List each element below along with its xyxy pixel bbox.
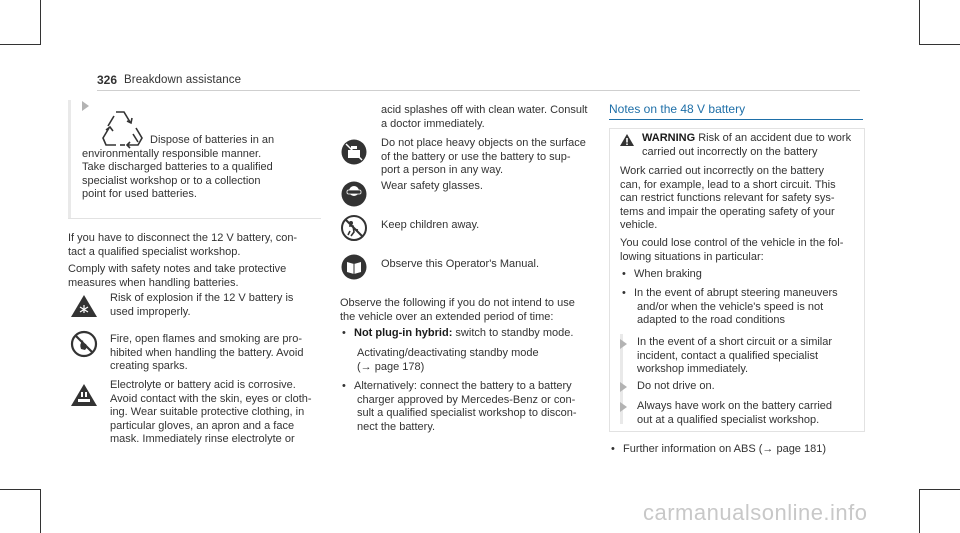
- step-do-not-drive: Do not drive on.: [637, 380, 715, 392]
- text-line: port a person in any way.: [381, 164, 504, 176]
- text-line: Electrolyte or battery acid is corrosive.: [110, 379, 296, 391]
- text-line: Avoid contact with the skin, eyes or cloth-: [110, 392, 312, 405]
- header-divider: [97, 90, 860, 91]
- text-line: Always have work on the battery carried: [637, 400, 833, 412]
- text-line: [622, 287, 858, 301]
- no-fire-icon: [70, 330, 98, 358]
- children-text: Keep children away.: [381, 219, 480, 231]
- text-line: can, for example, lead to a short circuit. This: [620, 178, 836, 191]
- bullet-dot: •: [342, 380, 346, 392]
- disconnect-paragraph: [68, 232, 323, 259]
- section-underline: [609, 119, 863, 120]
- crop-mark: [919, 489, 920, 533]
- text-line: workshop immediately.: [637, 363, 749, 375]
- page-number: 326: [97, 73, 118, 87]
- page-reference-link: Further information on ABS (→ page 181): [623, 443, 826, 455]
- dispose-line: Take discharged batteries to a qualified: [82, 161, 273, 173]
- page-reference-link: (→ page 178): [357, 360, 425, 373]
- text-line: In the event of a short circuit or a similar: [637, 336, 833, 348]
- acid-continued-text: [381, 104, 601, 131]
- text-span: Alternatively: connect the battery to a battery: [354, 380, 572, 392]
- text-line: Comply with safety notes and take protective: [68, 263, 287, 275]
- text-line: charger approved by Mercedes-Benz or con-: [357, 393, 576, 406]
- bullet-dot: •: [622, 287, 626, 299]
- comply-paragraph: [68, 263, 323, 290]
- text-line: Work carried out incorrectly on the battery: [620, 165, 824, 177]
- warning-text: Risk of an accident due to work: [695, 132, 852, 144]
- bullet-steering: [622, 287, 858, 328]
- plugin-label: Not plug-in hybrid:: [354, 327, 453, 339]
- activating-text: [357, 347, 602, 374]
- fire-text: [110, 333, 320, 374]
- text-line: Fire, open flames and smoking are pro-: [110, 333, 302, 345]
- crop-mark: [919, 0, 920, 45]
- bullet-braking: [622, 268, 858, 282]
- lose-control-text: [620, 237, 860, 264]
- operators-manual-icon: [340, 253, 368, 281]
- page-header-title: Breakdown assistance: [124, 74, 242, 86]
- text-line: If you have to disconnect the 12 V battery, con-: [68, 232, 298, 244]
- text-line: mask. Immediately rinse electrolyte or: [110, 433, 295, 445]
- warning-heading: [642, 132, 857, 159]
- text-line: of the battery or use the battery to sup-: [381, 150, 571, 163]
- dispose-line: point for used batteries.: [82, 188, 197, 200]
- glasses-text: Wear safety glasses.: [381, 180, 483, 192]
- text-line: incident, contact a qualified specialist: [637, 349, 818, 362]
- text-line: nect the battery.: [357, 420, 436, 433]
- text-line: tact a qualified specialist workshop.: [68, 245, 241, 258]
- section-title: Notes on the 48 V battery: [609, 102, 746, 116]
- bullet-dot: •: [611, 443, 615, 455]
- work-carried-text: [620, 165, 860, 233]
- text-line: vehicle.: [620, 219, 658, 231]
- crop-mark: [40, 489, 41, 533]
- instruction-arrow-icon: [620, 402, 627, 412]
- text-line: [342, 380, 604, 394]
- text-line: sult a qualified specialist workshop to discon-: [357, 407, 577, 419]
- text-line: Risk of explosion if the 12 V battery is: [110, 292, 294, 304]
- text-line: carried out incorrectly on the battery: [642, 145, 818, 158]
- observe-paragraph: [340, 297, 602, 324]
- plugin-bullet: [342, 327, 604, 341]
- warning-triangle-icon: [619, 133, 635, 147]
- watermark: carmanualsonline.info: [643, 500, 868, 525]
- crop-mark: [40, 0, 41, 45]
- no-heavy-objects-icon: [340, 138, 368, 166]
- instruction-arrow-icon: [82, 101, 89, 111]
- plugin-text: switch to standby mode.: [452, 327, 574, 339]
- text-line: lowing situations in particular:: [620, 250, 764, 263]
- text-line: [642, 132, 857, 146]
- dispose-line: specialist workshop or to a collection: [82, 174, 261, 187]
- text-line: particular gloves, an apron and a face: [110, 419, 295, 432]
- text-line: hibited when handling the battery. Avoid: [110, 346, 304, 359]
- text-line: the vehicle over an extended period of time:: [340, 310, 554, 323]
- bullet-dot: •: [342, 327, 346, 339]
- electrolyte-text: [110, 379, 322, 447]
- text-line: and/or when the vehicle's speed is not: [637, 300, 824, 313]
- alternatively-bullet: [342, 380, 604, 434]
- text-span: In the event of abrupt steering maneuvers: [634, 287, 838, 299]
- instruction-arrow-icon: [620, 339, 627, 349]
- text-line: ing. Wear suitable protective clothing, in: [110, 406, 305, 418]
- text-span: When braking: [634, 268, 702, 280]
- crop-mark: [0, 44, 40, 45]
- text-line: creating sparks.: [110, 360, 188, 372]
- instruction-arrow-icon: [620, 382, 627, 392]
- text-line: adapted to the road conditions: [637, 314, 786, 326]
- dispose-line: Dispose of batteries in an: [150, 134, 275, 146]
- dispose-line: environmentally responsible manner.: [82, 147, 262, 160]
- text-line: can restrict functions relevant for safety sys-: [620, 192, 835, 204]
- text-line: measures when handling batteries.: [68, 276, 239, 289]
- text-line: acid splashes off with clean water. Consult: [381, 104, 588, 116]
- warning-label: WARNING: [642, 132, 696, 144]
- explosion-text: [110, 292, 320, 319]
- corrosive-hazard-icon: [70, 382, 98, 408]
- step-workshop: [637, 400, 859, 427]
- bullet-dot: •: [622, 268, 626, 280]
- dispose-box-bar: [68, 100, 71, 218]
- crop-mark: [0, 489, 40, 490]
- text-line: a doctor immediately.: [381, 117, 485, 130]
- heavy-objects-text: [381, 137, 601, 178]
- text-line: Activating/deactivating standby mode: [357, 347, 539, 359]
- crop-mark: [920, 44, 960, 45]
- text-line: tems and impair the operating safety of your: [620, 205, 835, 218]
- text-line: Observe the following if you do not intend to use: [340, 297, 575, 309]
- text-line: You could lose control of the vehicle in the fol-: [620, 237, 844, 249]
- text-line: out at a qualified specialist workshop.: [637, 413, 820, 426]
- manual-text: Observe this Operator's Manual.: [381, 258, 540, 270]
- crop-mark: [920, 489, 960, 490]
- safety-glasses-icon: [340, 180, 368, 208]
- step-short-circuit: [637, 336, 859, 377]
- explosion-hazard-icon: [70, 293, 98, 319]
- text-line: Do not place heavy objects on the surface: [381, 137, 586, 149]
- dispose-text: [82, 134, 317, 202]
- keep-children-away-icon: [340, 214, 368, 242]
- text-line: used improperly.: [110, 305, 191, 318]
- further-info: [611, 443, 861, 457]
